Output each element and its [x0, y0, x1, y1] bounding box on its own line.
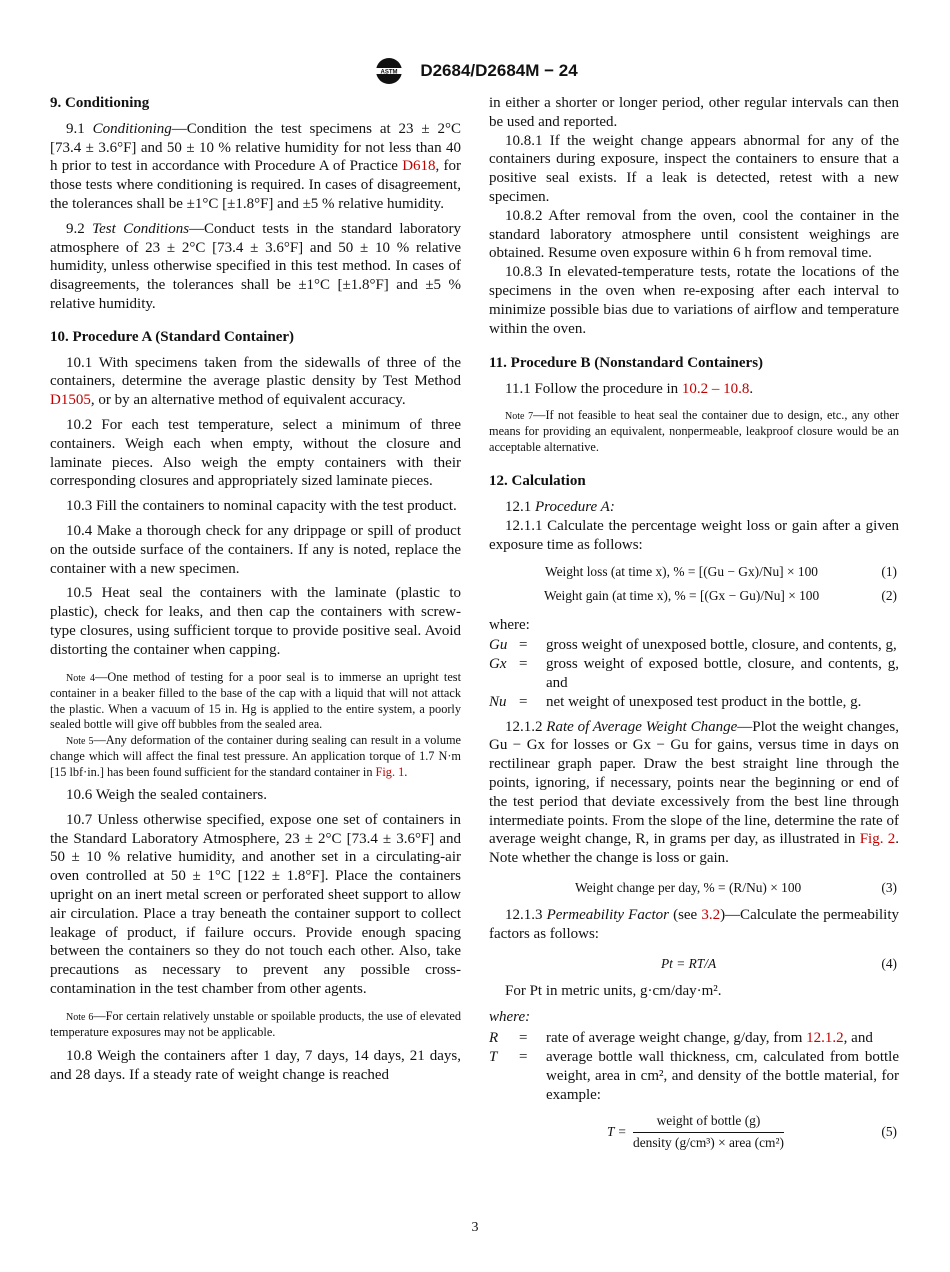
equation-3: Weight change per day, % = (R/Nu) × 100 (3)	[575, 880, 897, 895]
link-3-2[interactable]: 3.2	[701, 907, 721, 923]
para-9-1: 9.1 Conditioning—Condition the test specimens at 23 ± 2°C [73.4 ± 3.6°F] and 50 ± 10 % relative humidity for not less than 40 h prior to test in accordance with Procedure A of Practice D618, for those tests where conditioning is required. In cases of disagreement, the tolerances shall be ±1°C [±1.8°F] and ±5 % relative humidity.	[50, 120, 461, 212]
para-10-8-3: 10.8.3 In elevated-temperature tests, rotate the locations of the specimens in the oven when re-exposing after each interval to minimize possible bias due to variations of airflow and temperature within the oven.	[489, 264, 899, 337]
para-10-8-1: 10.8.1 If the weight change appears abnormal for any of the containers during exposure, inspect the containers to ensure that a positive seal exists. If a leak is detected, retest with a new specimen.	[489, 132, 899, 205]
designation: D2684/D2684M − 24	[420, 61, 578, 80]
definition-row: T = average bottle wall thickness, cm, calculated from bottle weight, area in cm², and density of the bottle material, for example:	[489, 1048, 899, 1103]
page-header	[0, 56, 950, 86]
para-12-1-2: 12.1.2 Rate of Average Weight Change—Plot the weight changes, Gu − Gx for losses or Gx − Gu for gains, versus time in days on rectilinear graph paper. Draw the best straight line through the points, ignoring, if necessary, points near the beginning or end of the test period that deviate excessively from the best line through intermediate points. From the slope of the line, determine the rate of average weight change, R, in grams per day, as illustrated in Fig. 2. Note whether the change is loss or gain.	[489, 718, 899, 867]
definition-row: Gu = gross weight of unexposed bottle, closure, and contents, g,	[489, 637, 897, 654]
section-11-title: 11. Procedure B (Nonstandard Containers)	[489, 355, 764, 372]
definition-row: R = rate of average weight change, g/day, from 12.1.2, and	[489, 1030, 873, 1047]
para-10-8: 10.8 Weigh the containers after 1 day, 7 days, 14 days, 21 days, and 28 days. If a steady rate of weight change is reached	[50, 1047, 461, 1083]
note-6: Note 6—For certain relatively unstable or spoilable products, the use of elevated temperature exposures may not be applicable.	[50, 1008, 461, 1040]
note-5: Note 5—Any deformation of the container during sealing can result in a volume change which will affect the final test pressure. An application torque of 1.7 N·m [15 lbf·in.] has been found sufficient for the standard container in Fig. 1.	[50, 732, 461, 779]
equation-1: Weight loss (at time x), % = [(Gu − Gx)/Nu] × 100 (1)	[545, 563, 897, 579]
astm-logo-icon	[372, 56, 412, 86]
equation-5: T = weight of bottle (g) density (g/cm³) × area (cm²) (5)	[489, 1110, 899, 1152]
para-10-4: 10.4 Make a thorough check for any drippage or spill of product on the outside surface of the containers. If any is noted, replace the container with a new specimen.	[50, 522, 461, 577]
section-9-title: 9. Conditioning	[50, 95, 150, 111]
section-10-title: 10. Procedure A (Standard Container)	[50, 328, 295, 345]
link-10-2-10-8[interactable]: 10.2 – 10.8	[681, 381, 750, 398]
where-label-1: where:	[489, 616, 530, 633]
where-label-2: where:	[489, 1009, 531, 1026]
definition-row: Gx = gross weight of exposed bottle, closure, and contents, g, and	[489, 656, 899, 692]
equation-4: Pt = RT/A (4)	[661, 955, 897, 971]
para-10-7: 10.7 Unless otherwise specified, expose one set of containers in the Standard Laboratory Atmosphere, 23 ± 2°C [73.4 ± 3.6°F] and 50 ± 10 % relative humidity, and another set in a circulating-air oven controlled at 50 ± 1°C [122 ± 1.8°F]. Place the containers upright on an inert metal screen or perforated sheet support to allow air circulation. Place a tray beneath the container support to collect leakage of product, if failure occurs. Provide enough spacing between the containers so they do not touch each other. Also, take precautions as necessary to prevent any possible cross-contamination in the test chamber from other agents.	[50, 811, 461, 997]
link-fig-1[interactable]: Fig. 1	[375, 764, 405, 779]
equation-5-fraction: weight of bottle (g) density (g/cm³) × area (cm²)	[633, 1113, 784, 1151]
equation-2: Weight gain (at time x), % = [(Gx − Gu)/Nu] × 100 (2)	[544, 587, 897, 603]
right-column	[489, 94, 899, 1152]
para-10-3: 10.3 Fill the containers to nominal capacity with the test product.	[66, 498, 457, 515]
para-9-2: 9.2 Test Conditions—Conduct tests in the standard laboratory atmosphere of 23 ± 2°C [73.4 ± 3.6°F] and 50 ± 10 % relative humidity, unless otherwise specified in this test method. In cases of disagreements, the tolerances shall be ±1°C [±1.8°F] and ±5 % relative humidity.	[50, 220, 461, 312]
section-12-title: 12. Calculation	[489, 473, 586, 490]
para-10-6: 10.6 Weigh the sealed containers.	[66, 787, 267, 804]
para-12-1-3: 12.1.3 Permeability Factor (see 3.2)—Calculate the permeability factors as follows:	[489, 907, 899, 942]
logo-text: ASTM	[380, 69, 398, 76]
link-d618[interactable]: D618	[402, 158, 436, 175]
para-12-1: 12.1 Procedure A:	[505, 499, 615, 516]
link-12-1-2[interactable]: 12.1.2	[806, 1030, 844, 1047]
link-fig-2[interactable]: Fig. 2	[859, 831, 896, 848]
link-d1505[interactable]: D1505	[50, 392, 91, 409]
para-11-1: 11.1 Follow the procedure in 10.2 – 10.8.	[505, 381, 754, 398]
note-4: Note 4—One method of testing for a poor seal is to immerse an upright test container in a beaker filled to the base of the cap with a liquid that will not attack the plastic. When a vacuum of 15 in. Hg is applied to the entire system, a poorly sealed bottle will give off bubbles from the sealed area.	[50, 669, 461, 732]
pt-units-text: For Pt in metric units, g·cm/day·m².	[505, 982, 722, 999]
definitions-1	[489, 636, 899, 711]
para-10-1: 10.1 With specimens taken from the sidewalls of three of the containers, determine the average plastic density by Test Method D1505, or by an alternative method of equivalent accuracy.	[50, 354, 461, 409]
page-number: 3	[471, 1220, 479, 1235]
para-10-2: 10.2 For each test temperature, select a minimum of three containers. Weigh each when empty, without the closure and laminate pieces. Also weigh the empty containers with their corresponding closures and appropriately sized laminate pieces.	[50, 416, 461, 490]
definition-row: Nu = net weight of unexposed test product in the bottle, g.	[489, 693, 862, 710]
para-10-5: 10.5 Heat seal the containers with the laminate (plastic to plastic), check for leaks, and then cap the containers with screw-type closures, using sufficient torque to provide positive seal. Avoid distorting the container when capping.	[50, 585, 461, 658]
para-10-8-cont: in either a shorter or longer period, other regular intervals can then be used and reported.	[489, 95, 899, 130]
para-12-1-1: 12.1.1 Calculate the percentage weight loss or gain after a given exposure time as follows:	[489, 518, 899, 553]
definitions-2	[489, 1029, 899, 1104]
para-10-8-2: 10.8.2 After removal from the oven, cool the container in the standard laboratory atmosphere until consistent weighings are obtained. Resume oven exposure within 6 h from removal time.	[489, 207, 899, 262]
left-column	[50, 94, 461, 1084]
note-7: Note 7—If not feasible to heat seal the container due to design, etc., any other means for providing an equivalent, nonpermeable, leakproof closure would be an acceptable alternative.	[489, 407, 899, 454]
